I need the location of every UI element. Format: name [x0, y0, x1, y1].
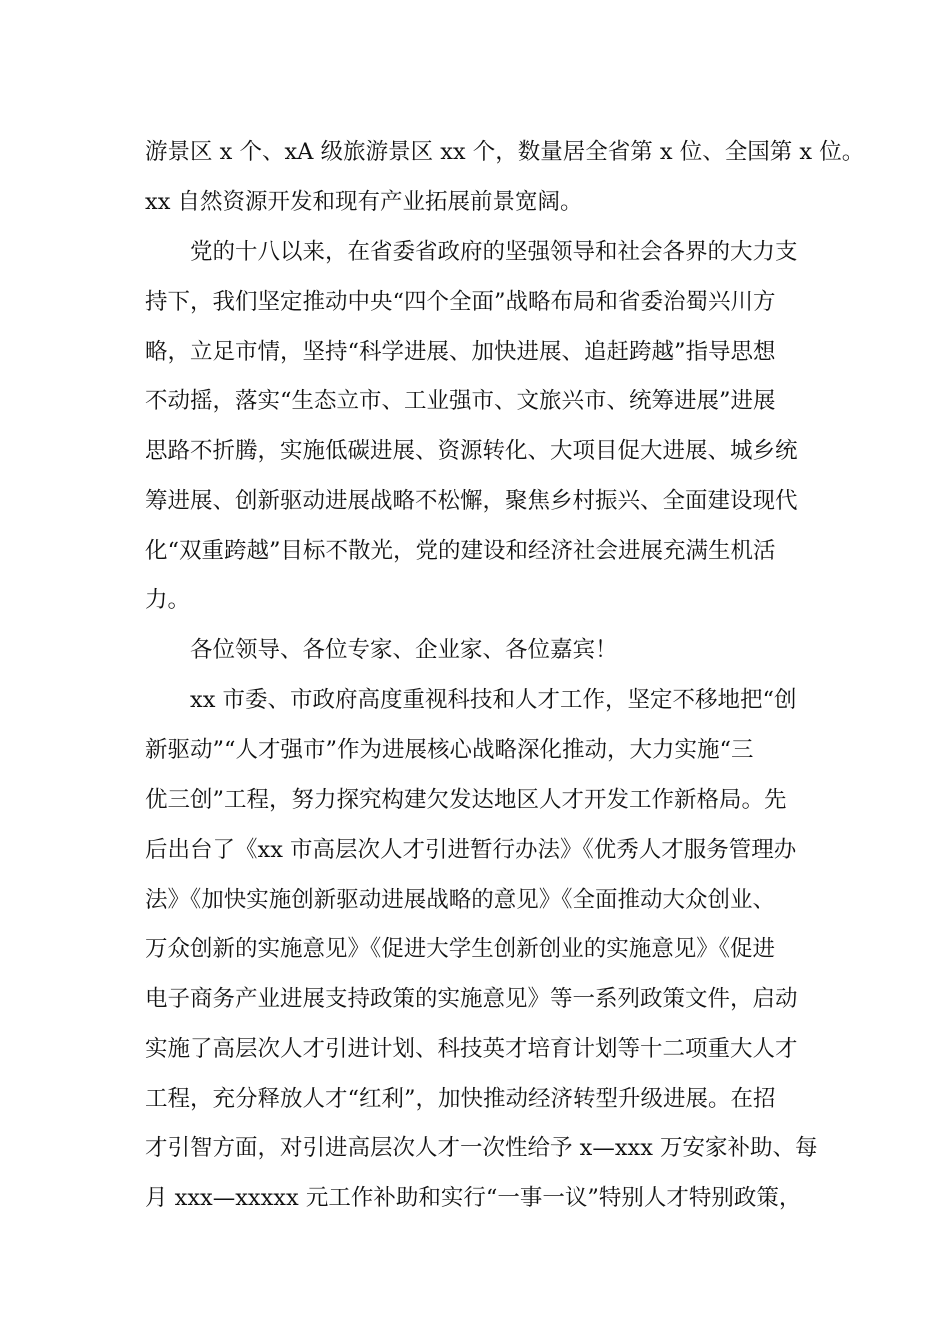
text-line-18: 电子商务产业进展支持政策的实施意见》等一系列政策文件，启动	[145, 986, 798, 1012]
greeting-line: 各位领导、各位专家、企业家、各位嘉宾！	[190, 637, 618, 663]
text-line-13: 新驱动”“人才强市”作为进展核心战略深化推动，大力实施“三	[145, 737, 754, 763]
text-line-8: 筹进展、创新驱动进展战略不松懈，聚焦乡村振兴、全面建设现代	[145, 488, 798, 514]
text-line-6: 不动摇，落实“生态立市、工业强市、文旅兴市、统筹进展”进展	[145, 388, 776, 414]
paragraph-start-line: xx 市委、市政府高度重视科技和人才工作，坚定不移地把“创	[190, 687, 797, 713]
text-line-7: 思路不折腾，实施低碳进展、资源转化、大项目促大进展、城乡统	[145, 438, 798, 464]
text-line-22: 月 xxx—xxxxx 元工作补助和实行“一事一议”特别人才特别政策，	[145, 1185, 802, 1211]
text-line-2: xx 自然资源开发和现有产业拓展前景宽阔。	[145, 189, 583, 215]
paragraph-start-line: 党的十八以来，在省委省政府的坚强领导和社会各界的大力支	[190, 239, 798, 265]
text-line-16: 法》《加快实施创新驱动进展战略的意见》《全面推动大众创业、	[145, 887, 776, 913]
text-line-21: 才引智方面，对引进高层次人才一次性给予 x—xxx 万安家补助、每	[145, 1135, 818, 1161]
text-line-15: 后出台了《xx 市高层次人才引进暂行办法》《优秀人才服务管理办	[145, 837, 797, 863]
text-line-5: 略，立足市情，坚持“科学进展、加快进展、追赶跨越”指导思想	[145, 339, 776, 365]
text-line-14: 优三创”工程，努力探究构建欠发达地区人才开发工作新格局。先	[145, 787, 787, 813]
text-line-19: 实施了高层次人才引进计划、科技英才培育计划等十二项重大人才	[145, 1036, 798, 1062]
text-line-1: 游景区 x 个、xA 级旅游景区 xx 个，数量居全省第 x 位、全国第 x 位。	[145, 139, 865, 165]
text-line-4: 持下，我们坚定推动中央“四个全面”战略布局和省委治蜀兴川方	[145, 289, 776, 315]
text-line-9: 化“双重跨越”目标不散光，党的建设和经济社会进展充满生机活	[145, 538, 776, 564]
text-line-20: 工程，充分释放人才“红利”，加快推动经济转型升级进展。在招	[145, 1086, 776, 1112]
text-line-17: 万众创新的实施意见》《促进大学生创新创业的实施意见》《促进	[145, 936, 776, 962]
text-line-10: 力。	[145, 587, 191, 613]
